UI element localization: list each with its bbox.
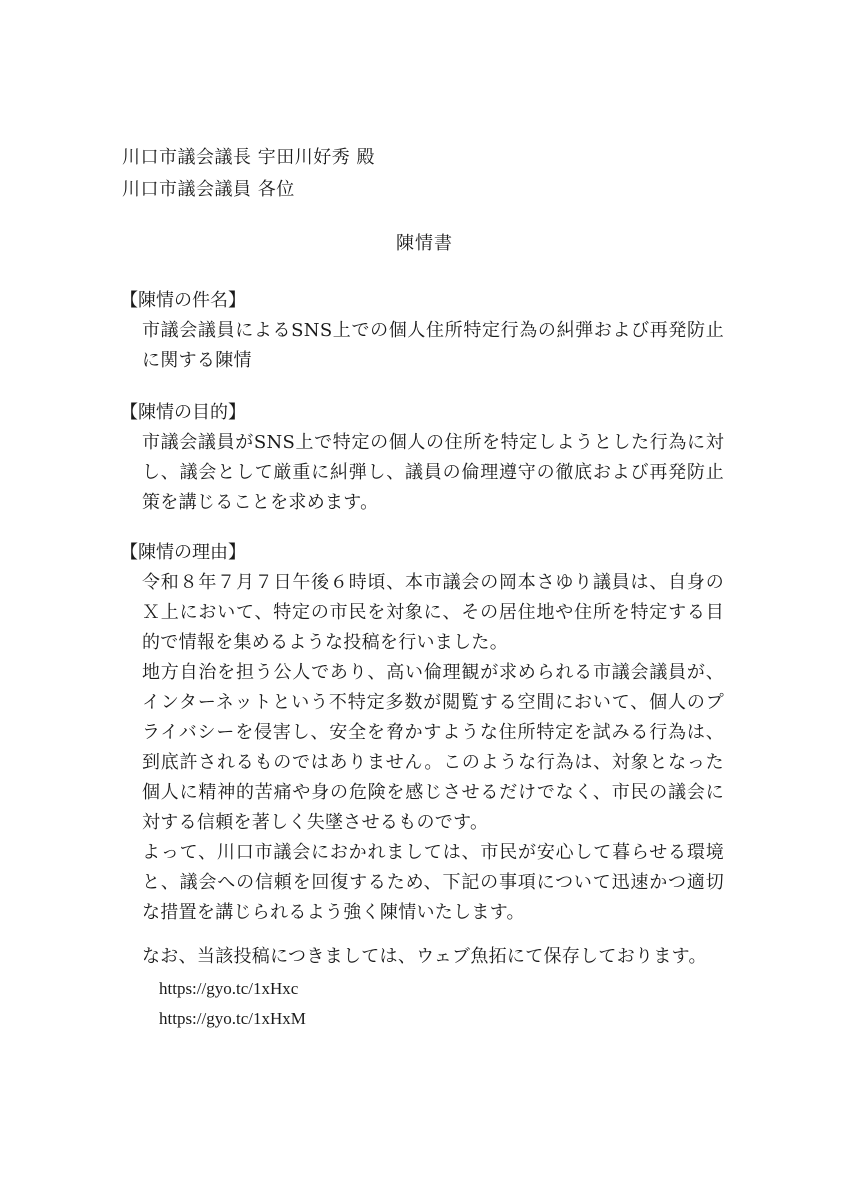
section-body-subject — [142, 316, 724, 376]
reason-paragraph: 地方自治を担う公人であり、高い倫理観が求められる市議会議員が、インターネットという不特定多数が閲覧する空間において、個人のプライバシーを侵害し、安全を脅かすような住所特定を試みる行為は、到底許されるものではありません。このような行為は、対象となった個人に精神的苦痛や身の危険を感じさせるだけでなく、市民の議会に対する信頼を著しく失墜させるものです。 — [142, 662, 724, 833]
reason-paragraph: 令和８年７月７日午後６時頃、本市議会の岡本さゆり議員は、自身のＸ上において、特定の市民を対象に、その居住地や住所を特定する目的で情報を集めるような投稿を行いました。 — [142, 572, 724, 653]
addressee-block — [122, 142, 375, 206]
section-purpose — [122, 398, 722, 518]
addressee-members: 川口市議会議員 各位 — [122, 179, 295, 200]
section-body-purpose — [142, 428, 724, 518]
purpose-text: 市議会議員がSNS上で特定の個人の住所を特定しようとした行為に対し、議会として厳重に糾弾し、議員の倫理遵守の徹底および再発防止策を講じることを求めます。 — [142, 432, 724, 513]
subject-text: 市議会議員によるSNS上での個人住所特定行為の糾弾および再発防止に関する陳情 — [142, 320, 724, 371]
document-title: 陳情書 — [396, 233, 453, 254]
section-body-reason — [142, 568, 724, 928]
section-subject — [122, 286, 722, 376]
section-heading-subject: 【陳情の件名】 — [120, 290, 246, 311]
archive-link[interactable]: https://gyo.tc/1xHxM — [159, 1009, 306, 1028]
section-heading-purpose: 【陳情の目的】 — [120, 402, 246, 423]
section-reason — [122, 538, 722, 928]
addressee-chairman: 川口市議会議長 宇田川好秀 殿 — [122, 147, 375, 168]
section-heading-reason: 【陳情の理由】 — [120, 542, 246, 563]
archive-link[interactable]: https://gyo.tc/1xHxc — [159, 979, 299, 998]
reason-paragraph: よって、川口市議会におかれましては、市民が安心して暮らせる環境と、議会への信頼を回復するため、下記の事項について迅速かつ適切な措置を講じられるよう強く陳情いたします。 — [142, 842, 724, 923]
archive-links — [159, 974, 306, 1034]
closing-note: なお、当該投稿につきましては、ウェブ魚拓にて保存しております。 — [142, 946, 707, 967]
